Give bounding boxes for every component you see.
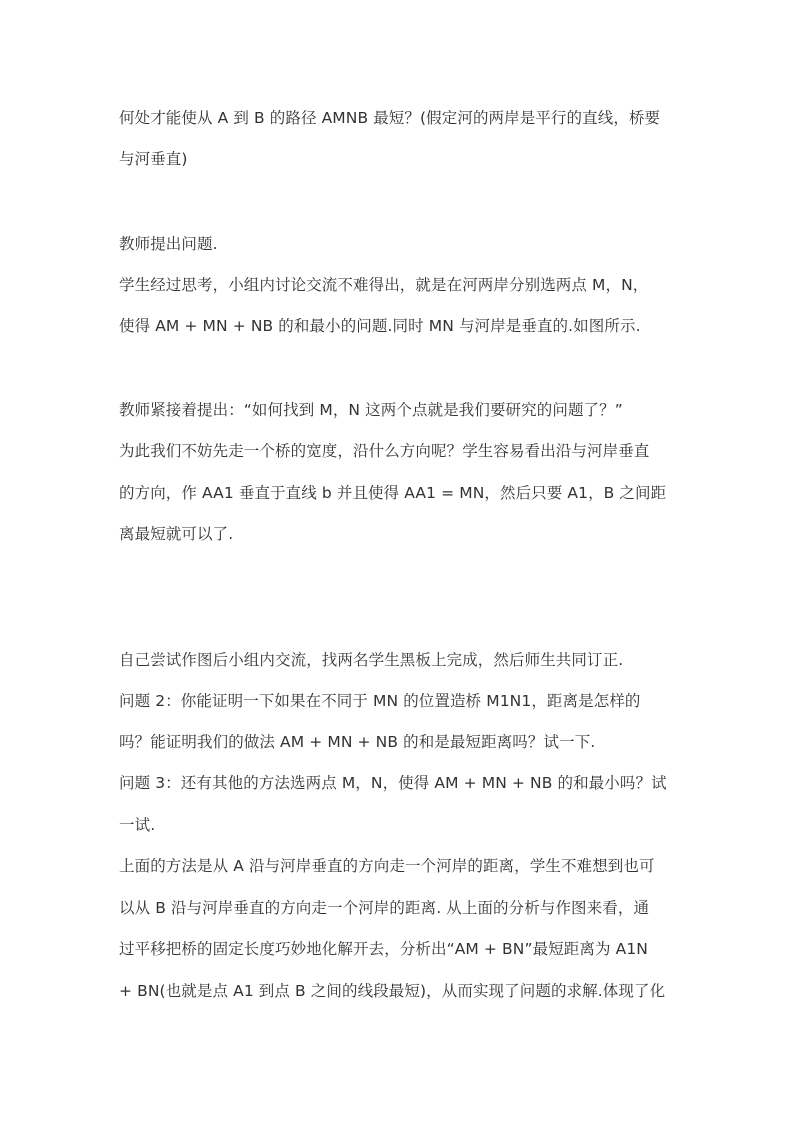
text-line: 教师提出问题. [119,235,218,253]
text-line: 离最短就可以了. [119,525,234,543]
text-line: 上面的方法是从 A 沿与河岸垂直的方向走一个河岸的距离，学生不难想到也可 [119,857,655,875]
text-line: 教师紧接着提出：“如何找到 M，N 这两个点就是我们要研究的问题了？” [119,401,623,419]
text-line: 使得 AM + MN + NB 的和最小的问题.同时 MN 与河岸是垂直的.如图所示. [119,317,641,335]
text-line: 的方向，作 AA1 垂直于直线 b 并且使得 AA1 = MN，然后只要 A1，B 之间距 [119,484,667,502]
text-line: 吗？能证明我们的做法 AM + MN + NB 的和是最短距离吗？试一下. [119,733,596,751]
text-line: 学生经过思考，小组内讨论交流不难得出，就是在河两岸分别选两点 M，N， [119,276,649,294]
text-line: + BN(也就是点 A1 到点 B 之间的线段最短)，从而实现了问题的求解.体现了化 [119,982,666,1000]
text-line: 为此我们不妨先走一个桥的宽度，沿什么方向呢？学生容易看出沿与河岸垂直 [119,442,650,460]
text-line: 过平移把桥的固定长度巧妙地化解开去，分析出“AM + BN”最短距离为 A1N [119,940,648,958]
text-line: 一试. [119,816,156,834]
text-line: 问题 3：还有其他的方法选两点 M，N，使得 AM + MN + NB 的和最小吗？试 [119,774,667,792]
text-line: 自己尝试作图后小组内交流，找两名学生黑板上完成，然后师生共同订正. [119,651,624,669]
text-line: 以从 B 沿与河岸垂直的方向走一个河岸的距离. 从上面的分析与作图来看，通 [119,899,650,917]
text-line: 何处才能使从 A 到 B 的路径 AMNB 最短？(假定河的两岸是平行的直线，桥要 [119,109,661,127]
text-line: 与河垂直) [119,150,188,168]
text-line: 问题 2：你能证明一下如果在不同于 MN 的位置造桥 M1N1，距离是怎样的 [119,692,641,710]
